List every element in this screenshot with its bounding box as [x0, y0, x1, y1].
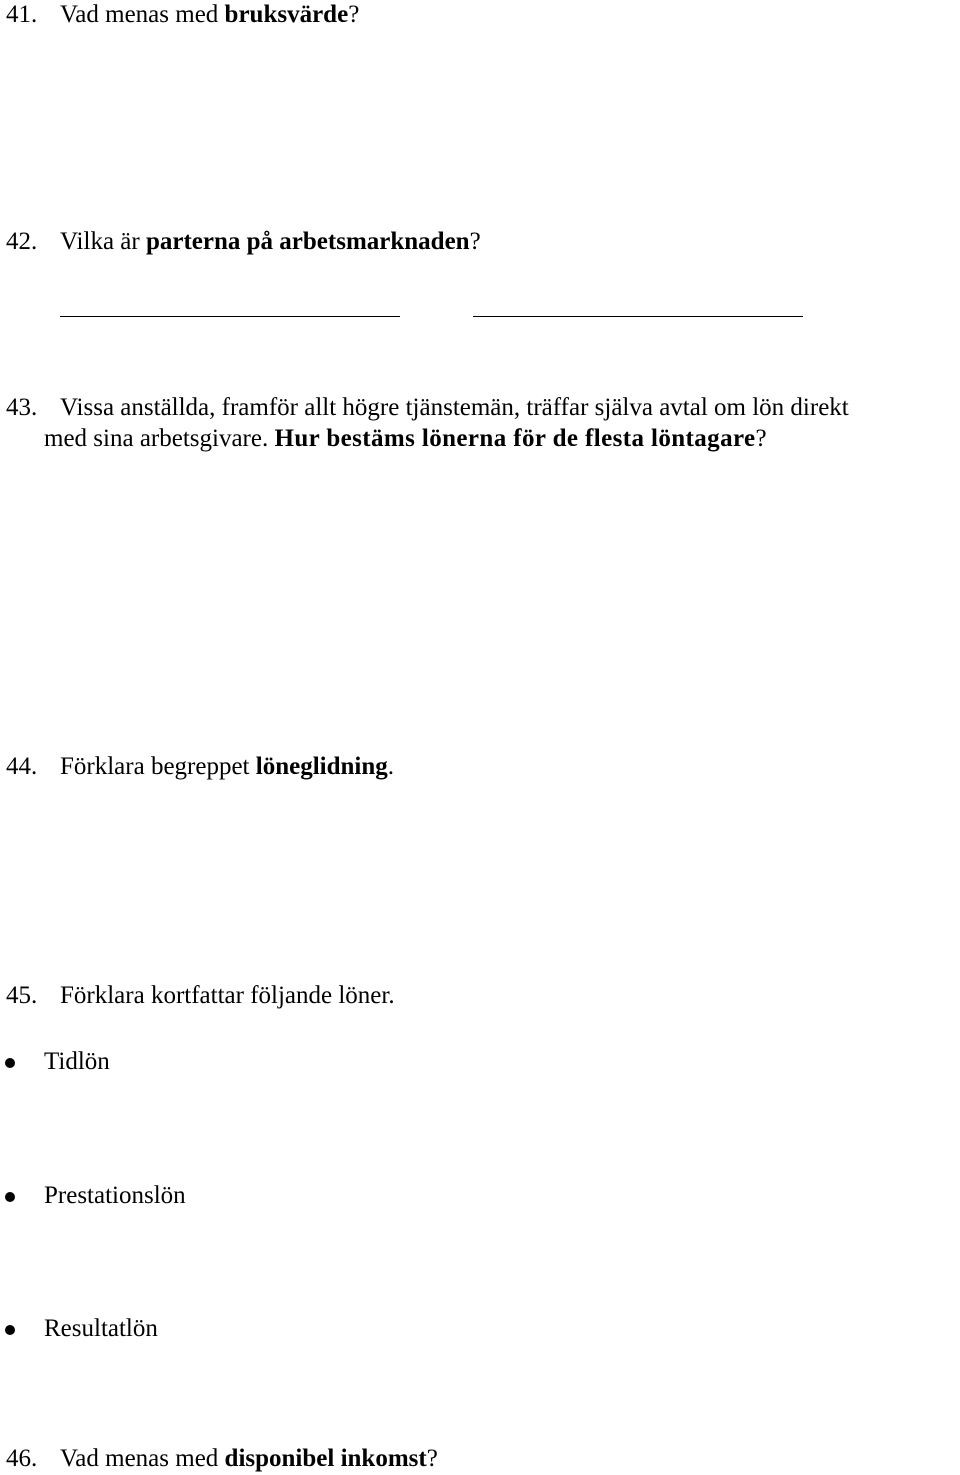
question-45: [0, 981, 395, 1011]
question-text: Förklara kortfattar följande löner.: [60, 982, 395, 1009]
question-keyword: Hur bestäms lönerna för de flesta löntagare: [274, 425, 756, 452]
question-number: 41.: [6, 1, 38, 28]
question-end: ?: [426, 1445, 438, 1472]
question-end: ?: [755, 425, 767, 452]
answer-blank-line-1: [60, 316, 400, 317]
question-number: 45.: [6, 982, 38, 1009]
question-keyword: löneglidning: [255, 753, 388, 780]
list-item: [0, 1314, 158, 1344]
question-text: Vissa anställda, framför allt högre tjänstemän, träffar själva avtal om lön direkt: [60, 394, 849, 421]
bullet-icon: [5, 1325, 15, 1335]
question-number: 46.: [6, 1445, 38, 1472]
list-item: [0, 1181, 186, 1211]
answer-blank-line-2: [473, 316, 803, 317]
question-41: [0, 0, 359, 30]
list-item: [0, 1047, 110, 1077]
question-keyword: bruksvärde: [224, 1, 349, 28]
question-text: Vad menas med: [60, 1445, 225, 1472]
question-42: [0, 227, 481, 257]
bullet-icon: [5, 1192, 15, 1202]
list-item-label: Tidlön: [44, 1048, 110, 1075]
list-item-label: Resultatlön: [44, 1315, 158, 1342]
question-line-1: [0, 392, 960, 423]
question-text: Vad menas med: [60, 1, 225, 28]
question-end: .: [387, 753, 395, 780]
question-keyword: disponibel inkomst: [224, 1445, 427, 1472]
list-item-label: Prestationslön: [44, 1182, 186, 1209]
question-number: 43.: [6, 394, 38, 421]
question-text: Vilka är: [60, 228, 146, 255]
question-end: ?: [348, 1, 360, 28]
question-44: [0, 752, 394, 782]
question-text: med sina arbetsgivare.: [44, 425, 275, 452]
question-number: 44.: [6, 753, 38, 780]
question-end: ?: [469, 228, 481, 255]
question-46: [0, 1444, 438, 1474]
bullet-icon: [5, 1058, 15, 1068]
question-keyword: parterna på arbetsmarknaden: [145, 228, 470, 255]
question-text: Förklara begreppet: [60, 753, 256, 780]
question-number: 42.: [6, 228, 38, 255]
question-line-2: [0, 423, 960, 454]
question-43: [0, 392, 960, 454]
